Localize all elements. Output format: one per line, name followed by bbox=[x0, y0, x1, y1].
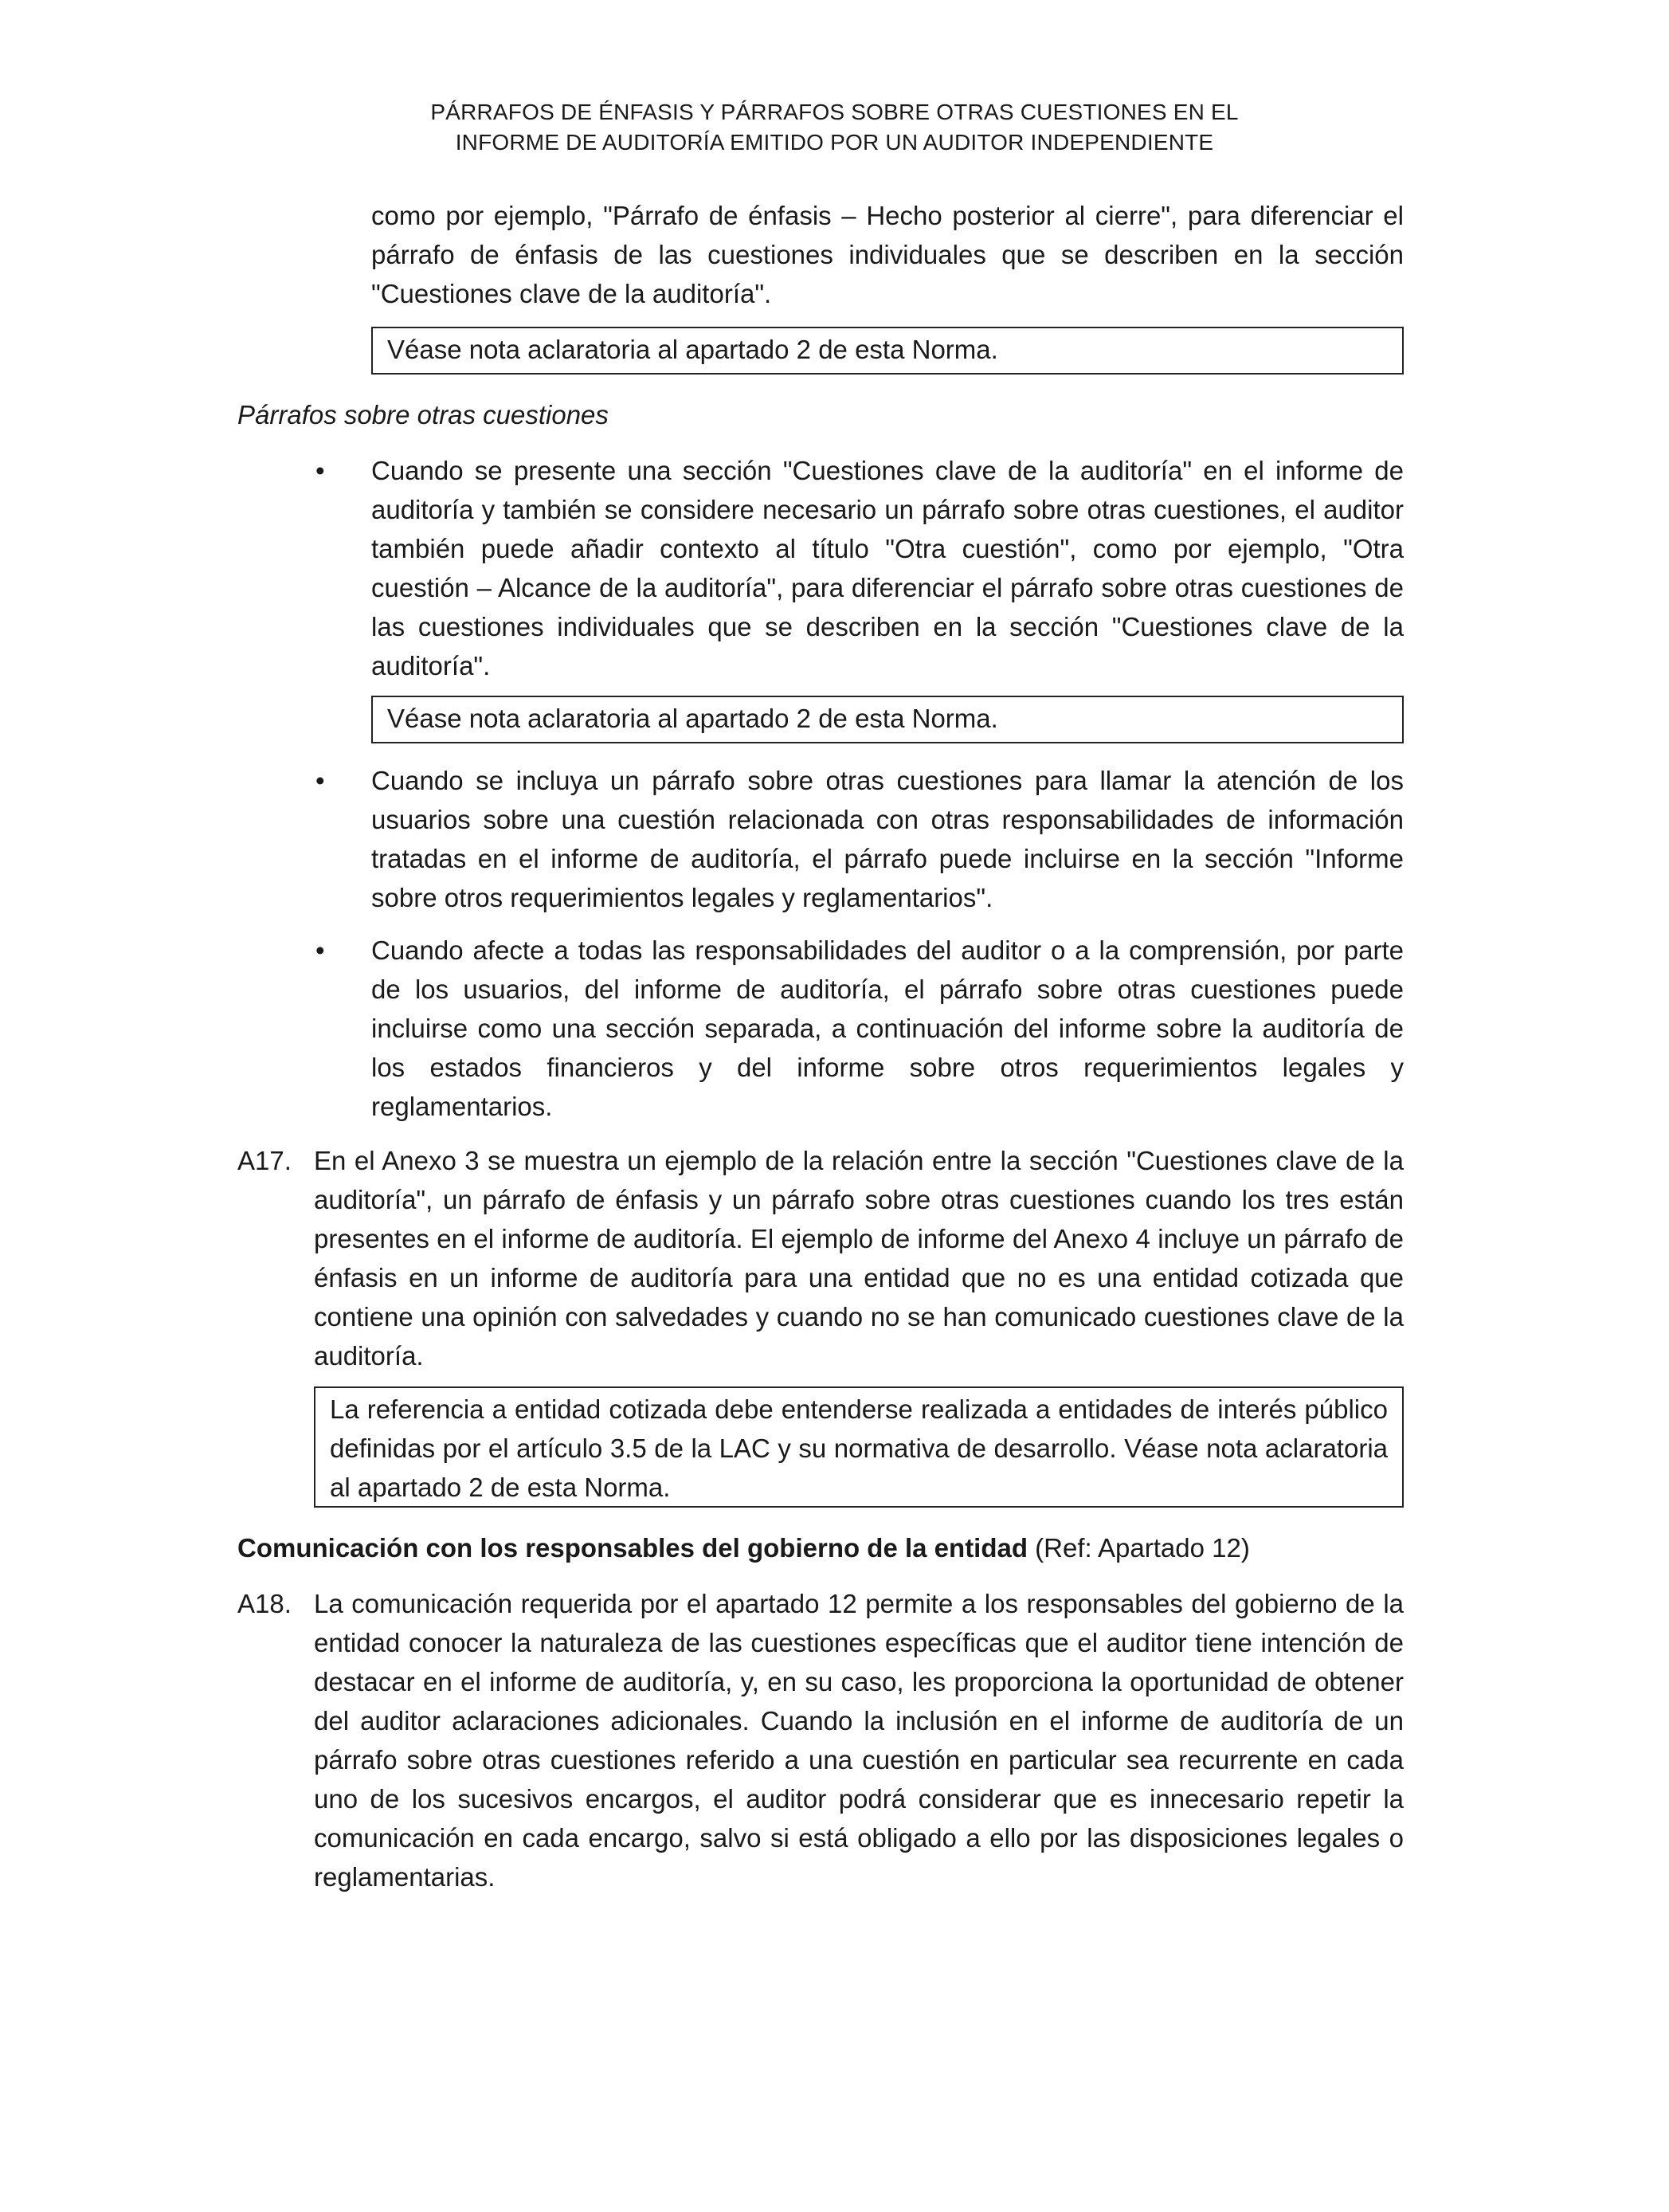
bullet-paragraph-1: Cuando se presente una sección "Cuestiones clave de la auditoría" en el informe de auditoría y también se considere necesario un párrafo sobre otras cuestiones, el auditor también puede añadir contexto al título "Otra cuestión", como por ejemplo, "Otra cuestión – Alcance de la auditoría", para diferenciar el párrafo sobre otras cuestiones de las cuestiones individuales que se describen en la sección "Cuestiones clave de la auditoría". bbox=[371, 456, 1404, 680]
heading-comunicacion-title: Comunicación con los responsables del gobierno de la entidad bbox=[237, 1533, 1028, 1563]
header-line-2: INFORME DE AUDITORÍA EMITIDO POR UN AUDITOR INDEPENDIENTE bbox=[455, 130, 1214, 155]
note-box-a17 bbox=[314, 1386, 1404, 1508]
header-line-1: PÁRRAFOS DE ÉNFASIS Y PÁRRAFOS SOBRE OTRAS CUESTIONES EN EL bbox=[430, 100, 1239, 124]
subheading-otras-cuestiones: Párrafos sobre otras cuestiones bbox=[237, 400, 609, 429]
heading-comunicacion-ref: (Ref: Apartado 12) bbox=[1028, 1533, 1250, 1563]
note-text-a17: La referencia a entidad cotizada debe entenderse realizada a entidades de interés público definidas por el artículo 3.5 de la LAC y su normativa de desarrollo. Véase nota aclaratoria al apartado 2 de esta Norma. bbox=[330, 1394, 1388, 1502]
bullet-paragraph-3: Cuando afecte a todas las responsabilidades del auditor o a la comprensión, por parte de los usuarios, del informe de auditoría, el párrafo sobre otras cuestiones puede incluirse como una sección separada, a continuación del informe sobre la auditoría de los estados financieros y del informe sobre otros requerimientos legales y reglamentarios. bbox=[371, 935, 1404, 1121]
bullet-marker-3: • bbox=[315, 935, 325, 965]
a18-label: A18. bbox=[237, 1589, 292, 1618]
note-box-2 bbox=[371, 696, 1404, 743]
a18-paragraph: La comunicación requerida por el apartado 12 permite a los responsables del gobierno de la entidad conocer la naturaleza de las cuestiones específicas que el auditor tiene intención de destacar en el informe de auditoría, y, en su caso, les proporciona la oportunidad de obtener del auditor aclaraciones adicionales. Cuando la inclusión en el informe de auditoría de un párrafo sobre otras cuestiones referido a una cuestión en particular sea recurrente en cada uno de los sucesivos encargos, el auditor podrá considerar que es innecesario repetir la comunicación en cada encargo, salvo si está obligado a ello por las disposiciones legales o reglamentarias. bbox=[314, 1589, 1404, 1892]
bullet-paragraph-2: Cuando se incluya un párrafo sobre otras cuestiones para llamar la atención de los usuarios sobre una cuestión relacionada con otras responsabilidades de información tratadas en el informe de auditoría, el párrafo puede incluirse en la sección "Informe sobre otros requerimientos legales y reglamentarios". bbox=[371, 766, 1404, 912]
bullet-marker-1: • bbox=[315, 456, 325, 485]
bullet-marker-2: • bbox=[315, 766, 325, 795]
note-box-1 bbox=[371, 327, 1404, 375]
note-text-2: Véase nota aclaratoria al apartado 2 de esta Norma. bbox=[387, 704, 998, 733]
heading-comunicacion bbox=[237, 1528, 1250, 1567]
intro-paragraph: como por ejemplo, "Párrafo de énfasis – Hecho posterior al cierre", para diferenciar el párrafo de énfasis de las cuestiones individuales que se describen en la sección "Cuestiones clave de la auditoría". bbox=[371, 201, 1404, 308]
a17-paragraph: En el Anexo 3 se muestra un ejemplo de la relación entre la sección "Cuestiones clave de la auditoría", un párrafo de énfasis y un párrafo sobre otras cuestiones cuando los tres están presentes en el informe de auditoría. El ejemplo de informe del Anexo 4 incluye un párrafo de énfasis en un informe de auditoría para una entidad que no es una entidad cotizada que contiene una opinión con salvedades y cuando no se han comunicado cuestiones clave de la auditoría. bbox=[314, 1146, 1404, 1371]
note-text-1: Véase nota aclaratoria al apartado 2 de esta Norma. bbox=[387, 335, 998, 364]
page-header bbox=[0, 97, 1669, 158]
a17-label: A17. bbox=[237, 1146, 292, 1175]
